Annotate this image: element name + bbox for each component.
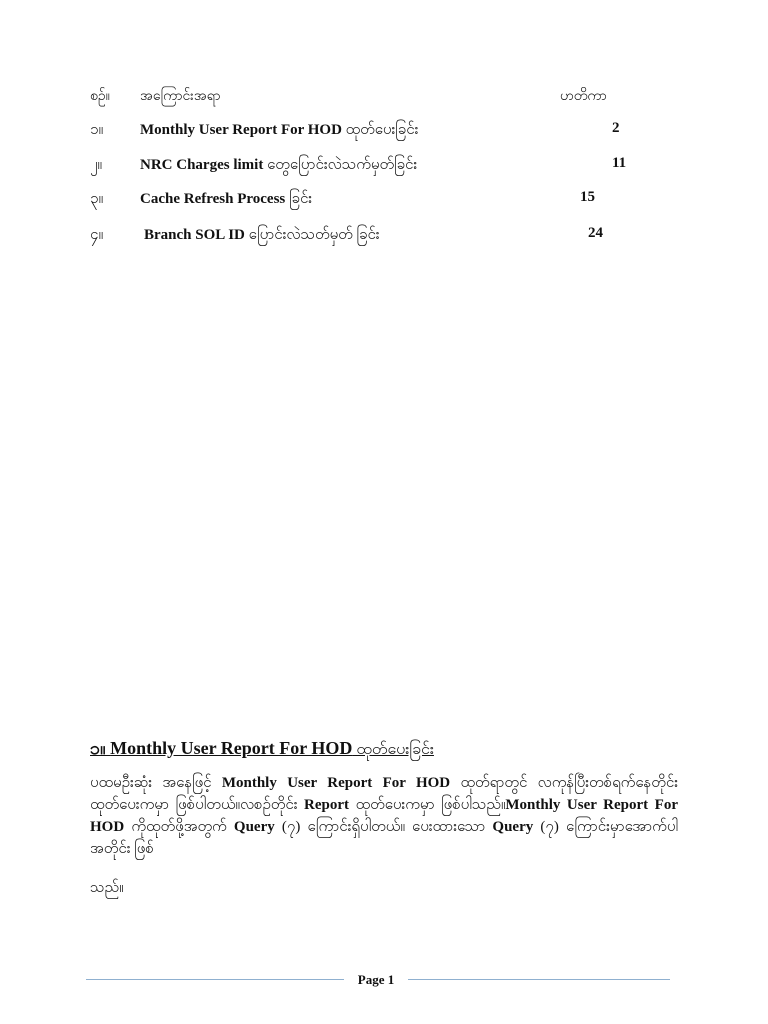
- page-footer: [86, 970, 670, 990]
- body-paragraph: ပထမဦးဆုံး အနေဖြင့် Monthly User Report For HOD ထုတ်ရာတွင် လကုန်ပြီးတစ်ရက်နေတိုင်း ထုတ်ပေးကမှာ ဖြစ်ပါတယ်။လစဉ်တိုင်း Report ထုတ်ပေးကမှာ ဖြစ်ပါသည်။Monthly User Report For HOD ကိုထုတ်ဖို့အတွက် Query (၇) ကြောင်းရှိပါတယ်။ ပေးထားသော Query (၇) ကြောင်းမှာအောက်ပါ အတိုင်း ဖြစ်: [90, 775, 679, 857]
- toc-row-page: 15: [580, 189, 595, 205]
- toc-row-title: Cache Refresh Process ခြင်း: [140, 191, 313, 207]
- toc-row-number: ၃။: [90, 191, 103, 207]
- toc-row-title: Branch SOL ID ပြောင်းလဲသတ်မှတ် ခြင်း: [144, 227, 380, 243]
- body-paragraph-end: သည်။: [90, 880, 124, 896]
- footer-rule-left: [86, 979, 344, 980]
- toc-row-number: ၁။: [90, 122, 103, 138]
- section-heading: ၁။ Monthly User Report For HOD ထုတ်ပေးခြင်း: [90, 738, 434, 758]
- toc-header-topic: အကြောင်းအရာ: [140, 89, 221, 104]
- toc-header-page: ဟတိကာ: [560, 89, 607, 104]
- footer-rule-right: [408, 979, 670, 980]
- toc-row-title: NRC Charges limit တွေပြောင်းလဲသက်မှတ်ခြင်း: [140, 157, 418, 173]
- toc-row-title: Monthly User Report For HOD ထုတ်ပေးခြင်း: [140, 122, 419, 138]
- toc-row-page: 11: [612, 155, 627, 171]
- toc-header-number: စဉ်။: [90, 89, 110, 104]
- toc-row-number: ၄။: [90, 227, 103, 243]
- toc-row-page: 2: [612, 120, 620, 136]
- page-number: Page 1: [357, 972, 395, 987]
- toc-row-page: 24: [588, 225, 603, 241]
- toc-row-number: ၂။: [90, 157, 102, 173]
